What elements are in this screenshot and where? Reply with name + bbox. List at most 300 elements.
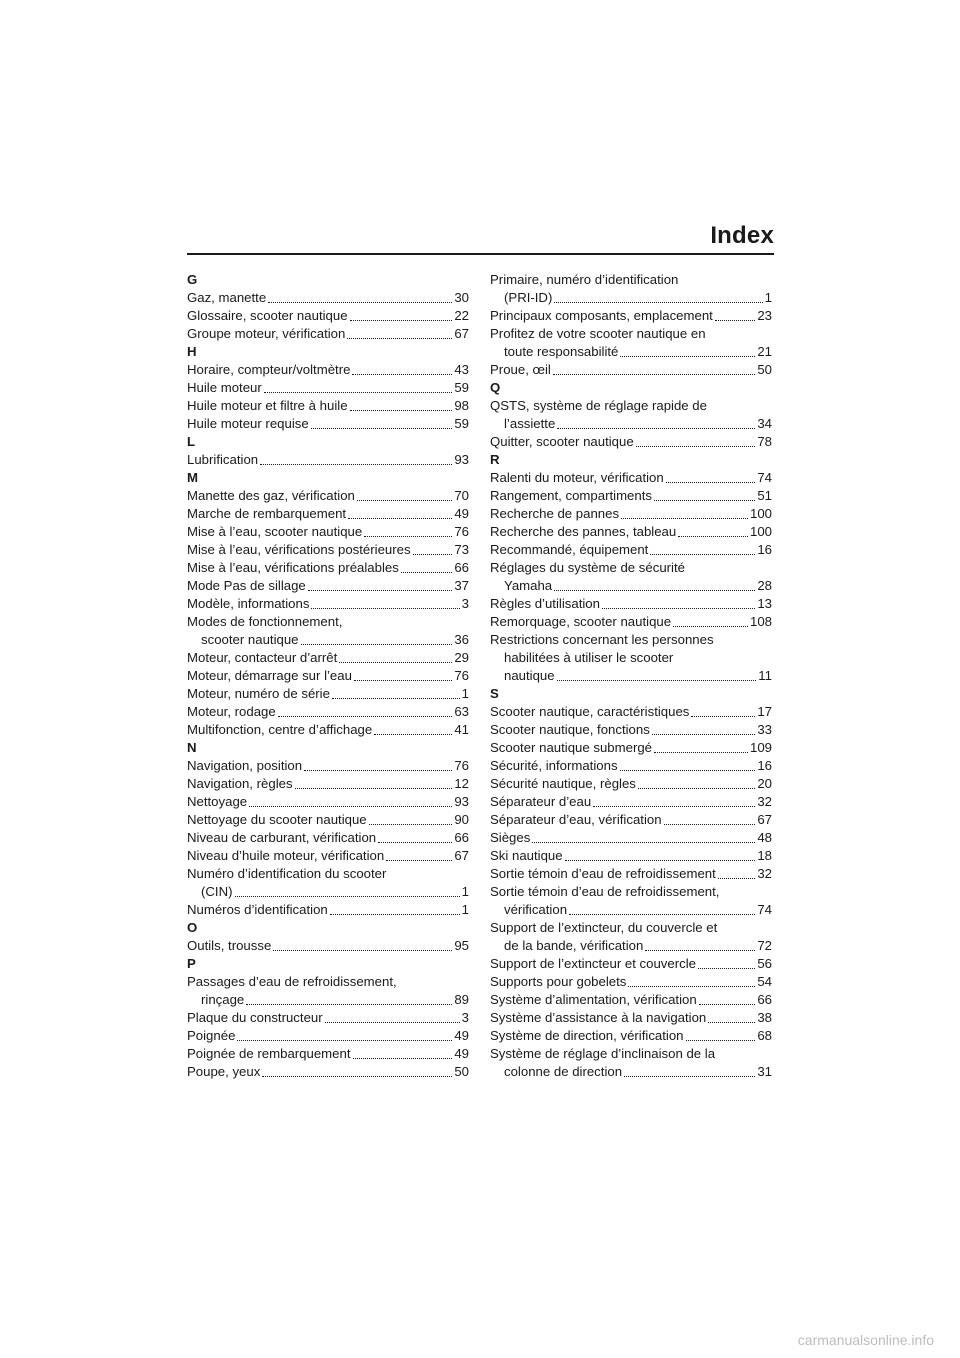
index-letter-heading: L <box>187 434 196 449</box>
index-entry-term: Niveau d’huile moteur, vérification <box>187 848 385 863</box>
index-page-number: 66 <box>454 560 469 575</box>
index-entry-term: Sécurité nautique, règles <box>490 776 636 791</box>
dot-leader <box>645 950 755 951</box>
index-page-number: 67 <box>454 848 469 863</box>
dot-leader <box>554 590 755 591</box>
dot-leader <box>698 968 755 969</box>
index-page-number: 1 <box>461 686 469 701</box>
index-page-number: 54 <box>757 974 772 989</box>
index-page-number: 43 <box>454 362 469 377</box>
index-entry-term: Huile moteur et filtre à huile <box>187 398 348 413</box>
index-page-number: 11 <box>758 668 772 683</box>
index-page-number: 20 <box>757 776 772 791</box>
index-entry <box>187 703 469 721</box>
dot-leader <box>718 878 756 879</box>
index-page-number: 90 <box>454 812 469 827</box>
index-page-number: 30 <box>454 290 469 305</box>
dot-leader <box>353 1058 453 1059</box>
dot-leader <box>650 554 755 555</box>
dot-leader <box>378 842 452 843</box>
index-entry <box>187 325 469 343</box>
dot-leader <box>348 518 452 519</box>
index-entry-term: Ski nautique <box>490 848 563 863</box>
index-entry <box>490 631 772 685</box>
dot-leader <box>602 608 755 609</box>
dot-leader <box>332 698 460 699</box>
index-entry-term: Séparateur d’eau, vérification <box>490 812 662 827</box>
index-entry-term: Glossaire, scooter nautique <box>187 308 348 323</box>
dot-leader <box>691 716 755 717</box>
index-entry <box>187 829 469 847</box>
dot-leader <box>699 1004 756 1005</box>
index-page-number: 76 <box>454 668 469 683</box>
index-entry-term: QSTS, système de réglage rapide de <box>490 398 707 413</box>
dot-leader <box>354 680 452 681</box>
index-entry <box>490 523 772 541</box>
index-entry <box>187 415 469 433</box>
index-page-number: 56 <box>757 956 772 971</box>
index-entry-term: Yamaha <box>504 578 553 593</box>
index-entry-term: Recherche de pannes <box>490 506 620 521</box>
index-entry <box>187 847 469 865</box>
index-page-number: 16 <box>757 758 772 773</box>
dot-leader <box>339 662 452 663</box>
dot-leader <box>654 500 755 501</box>
dot-leader <box>350 410 453 411</box>
index-letter-heading: O <box>187 920 198 935</box>
index-entry-term: Réglages du système de sécurité <box>490 560 685 575</box>
dot-leader <box>237 1040 452 1041</box>
header-rule <box>187 253 774 255</box>
dot-leader <box>262 1076 452 1077</box>
index-entry <box>490 307 772 325</box>
index-entry <box>187 559 469 577</box>
index-entry <box>490 973 772 991</box>
dot-leader <box>308 590 453 591</box>
index-entry-term: nautique <box>504 668 555 683</box>
index-entry <box>187 811 469 829</box>
index-entry <box>187 577 469 595</box>
index-page-number: 74 <box>757 470 772 485</box>
index-entry-term: habilitées à utiliser le scooter <box>504 650 674 665</box>
index-entry <box>490 1045 772 1081</box>
index-page-number: 21 <box>757 344 772 359</box>
index-entry <box>490 559 772 595</box>
index-entry <box>490 325 772 361</box>
index-page-number: 34 <box>757 416 772 431</box>
dot-leader <box>557 680 757 681</box>
index-letter-heading: R <box>490 452 500 467</box>
index-entry-term: Recommandé, équipement <box>490 542 649 557</box>
index-entry-term: Séparateur d’eau <box>490 794 592 809</box>
index-column-left <box>187 271 469 1081</box>
index-page-number: 3 <box>461 596 469 611</box>
dot-leader <box>235 896 460 897</box>
index-letter-heading: S <box>490 686 499 701</box>
dot-leader <box>311 608 459 609</box>
index-page-number: 48 <box>757 830 772 845</box>
index-entry-term: Support de l’extincteur et couvercle <box>490 956 696 971</box>
index-page-number: 67 <box>454 326 469 341</box>
page-header <box>187 222 774 256</box>
index-page-number: 70 <box>454 488 469 503</box>
index-entry <box>187 667 469 685</box>
dot-leader <box>401 572 452 573</box>
index-page-number: 49 <box>454 506 469 521</box>
index-entry-term: Mise à l’eau, vérifications préalables <box>187 560 399 575</box>
dot-leader <box>295 788 453 789</box>
dot-leader <box>638 788 755 789</box>
dot-leader <box>666 482 756 483</box>
index-entry <box>490 595 772 613</box>
index-page-number: 38 <box>757 1010 772 1025</box>
index-page-number: 59 <box>454 416 469 431</box>
index-entry <box>187 1045 469 1063</box>
index-entry-term: Plaque du constructeur <box>187 1010 323 1025</box>
index-entry <box>187 937 469 955</box>
index-entry-term: Moteur, contacteur d’arrêt <box>187 650 338 665</box>
dot-leader <box>357 500 452 501</box>
index-page-number: 93 <box>454 794 469 809</box>
index-entry-term: de la bande, vérification <box>504 938 644 953</box>
dot-leader <box>565 860 756 861</box>
index-entry <box>490 487 772 505</box>
dot-leader <box>686 1040 756 1041</box>
index-entry-term: Scooter nautique submergé <box>490 740 653 755</box>
dot-leader <box>249 806 452 807</box>
index-entry-term: Système d’alimentation, vérification <box>490 992 697 1007</box>
dot-leader <box>654 752 748 753</box>
dot-leader <box>369 824 453 825</box>
index-page-number: 49 <box>454 1028 469 1043</box>
index-entry <box>187 865 469 901</box>
index-entry-term: Règles d’utilisation <box>490 596 600 611</box>
dot-leader <box>678 536 748 537</box>
index-letter-heading: M <box>187 470 198 485</box>
index-entry-term: Primaire, numéro d’identification <box>490 272 679 287</box>
index-page-number: 78 <box>757 434 772 449</box>
index-page-number: 89 <box>454 992 469 1007</box>
index-entry-term: Outils, trousse <box>187 938 272 953</box>
index-entry <box>490 775 772 793</box>
index-entry-term: Proue, œil <box>490 362 551 377</box>
index-page-number: 100 <box>749 524 772 539</box>
index-entry-term: Quitter, scooter nautique <box>490 434 634 449</box>
index-entry-term: Niveau de carburant, vérification <box>187 830 377 845</box>
index-page-number: 1 <box>461 902 469 917</box>
index-entry-term: Groupe moteur, vérification <box>187 326 346 341</box>
dot-leader <box>620 356 755 357</box>
index-entry-term: Sécurité, informations <box>490 758 618 773</box>
index-entry-term: Horaire, compteur/voltmètre <box>187 362 351 377</box>
dot-leader <box>260 464 452 465</box>
index-entry-term: Système de direction, vérification <box>490 1028 684 1043</box>
dot-leader <box>374 734 452 735</box>
dot-leader <box>620 770 756 771</box>
dot-leader <box>347 338 452 339</box>
index-entry-term: Numéros d’identification <box>187 902 328 917</box>
index-entry <box>490 271 772 307</box>
index-entry <box>187 1063 469 1081</box>
index-entry <box>187 793 469 811</box>
index-page-number: 36 <box>454 632 469 647</box>
index-entry <box>490 739 772 757</box>
dot-leader <box>304 770 452 771</box>
index-page-number: 18 <box>757 848 772 863</box>
index-entry-term: Manette des gaz, vérification <box>187 488 355 503</box>
index-entry-term: (CIN) <box>201 884 233 899</box>
index-entry-term: l’assiette <box>504 416 556 431</box>
index-page-number: 32 <box>757 794 772 809</box>
index-entry <box>187 361 469 379</box>
index-page-number: 1 <box>764 290 772 305</box>
index-entry-term: Huile moteur requise <box>187 416 309 431</box>
index-entry <box>490 991 772 1009</box>
index-entry <box>187 307 469 325</box>
index-entry <box>490 703 772 721</box>
index-entry-term: Restrictions concernant les personnes <box>490 632 714 647</box>
index-entry <box>187 649 469 667</box>
index-entry-term: Scooter nautique, caractéristiques <box>490 704 690 719</box>
dot-leader <box>652 734 756 735</box>
index-entry <box>187 541 469 559</box>
index-entry <box>187 523 469 541</box>
index-entry <box>490 757 772 775</box>
index-page-number: 12 <box>454 776 469 791</box>
index-entry-term: Poignée de rembarquement <box>187 1046 351 1061</box>
index-entry-term: Remorquage, scooter nautique <box>490 614 672 629</box>
index-page-number: 98 <box>454 398 469 413</box>
index-page-number: 93 <box>454 452 469 467</box>
index-entry <box>187 487 469 505</box>
index-page-number: 17 <box>757 704 772 719</box>
index-entry <box>490 955 772 973</box>
index-page-number: 76 <box>454 524 469 539</box>
index-page-number: 73 <box>454 542 469 557</box>
index-page-number: 1 <box>461 884 469 899</box>
index-page-number: 32 <box>757 866 772 881</box>
index-entry-term: Nettoyage du scooter nautique <box>187 812 367 827</box>
index-entry <box>187 901 469 919</box>
index-entry <box>187 775 469 793</box>
index-page-number: 28 <box>757 578 772 593</box>
index-entry-term: Poignée <box>187 1028 236 1043</box>
index-entry-term: scooter nautique <box>201 632 299 647</box>
dot-leader <box>636 446 756 447</box>
index-entry-term: Profitez de votre scooter nautique en <box>490 326 706 341</box>
index-page-number: 16 <box>757 542 772 557</box>
index-entry-term: Sièges <box>490 830 531 845</box>
dot-leader <box>628 986 755 987</box>
index-entry <box>490 829 772 847</box>
index-entry-term: Recherche des pannes, tableau <box>490 524 677 539</box>
index-entry <box>490 919 772 955</box>
index-entry <box>490 883 772 919</box>
index-entry <box>187 397 469 415</box>
dot-leader <box>264 392 453 393</box>
dot-leader <box>593 806 755 807</box>
index-entry <box>490 793 772 811</box>
index-page-number: 41 <box>454 722 469 737</box>
index-entry-term: Nettoyage <box>187 794 248 809</box>
index-page-number: 59 <box>454 380 469 395</box>
index-entry <box>187 505 469 523</box>
index-letter-heading: Q <box>490 380 501 395</box>
index-entry-term: Multifonction, centre d’affichage <box>187 722 373 737</box>
index-entry-term: toute responsabilité <box>504 344 619 359</box>
index-entry <box>490 613 772 631</box>
index-entry-term: Lubrification <box>187 452 259 467</box>
page-title: Index <box>710 222 774 249</box>
index-letter-heading: G <box>187 272 198 287</box>
index-entry-term: (PRI-ID) <box>504 290 553 305</box>
index-entry-term: Mise à l’eau, vérifications postérieures <box>187 542 411 557</box>
watermark: carmanualsonline.info <box>797 1332 934 1348</box>
index-entry <box>490 361 772 379</box>
dot-leader <box>330 914 460 915</box>
index-entry-term: Mode Pas de sillage <box>187 578 306 593</box>
index-page-number: 13 <box>757 596 772 611</box>
dot-leader <box>325 1022 460 1023</box>
index-page-number: 66 <box>757 992 772 1007</box>
index-entry-term: Modes de fonctionnement, <box>187 614 343 629</box>
index-entry-term: Moteur, rodage <box>187 704 276 719</box>
index-entry-term: vérification <box>504 902 568 917</box>
index-entry <box>490 397 772 433</box>
dot-leader <box>554 302 762 303</box>
index-entry <box>187 1009 469 1027</box>
index-page-number: 23 <box>757 308 772 323</box>
index-entry <box>490 541 772 559</box>
index-page-number: 22 <box>454 308 469 323</box>
index-column-right <box>490 271 772 1081</box>
index-entry <box>490 1027 772 1045</box>
dot-leader <box>301 644 453 645</box>
index-entry-term: Mise à l’eau, scooter nautique <box>187 524 363 539</box>
index-entry <box>187 613 469 649</box>
index-entry-term: Système d’assistance à la navigation <box>490 1010 707 1025</box>
index-page-number: 67 <box>757 812 772 827</box>
index-entry <box>187 721 469 739</box>
index-letter-heading: P <box>187 956 196 971</box>
index-entry-term: Modèle, informations <box>187 596 310 611</box>
index-page-number: 33 <box>757 722 772 737</box>
index-entry-term: Navigation, position <box>187 758 303 773</box>
index-entry-term: Rangement, compartiments <box>490 488 652 503</box>
index-entry <box>187 289 469 307</box>
index-entry <box>187 757 469 775</box>
index-page-number: 37 <box>454 578 469 593</box>
dot-leader <box>386 860 452 861</box>
index-page-number: 95 <box>454 938 469 953</box>
index-page-number: 3 <box>461 1010 469 1025</box>
dot-leader <box>624 1076 755 1077</box>
index-entry <box>490 847 772 865</box>
dot-leader <box>621 518 748 519</box>
dot-leader <box>715 320 755 321</box>
index-entry <box>187 595 469 613</box>
index-entry <box>490 1009 772 1027</box>
index-entry-term: Scooter nautique, fonctions <box>490 722 650 737</box>
dot-leader <box>352 374 452 375</box>
dot-leader <box>664 824 756 825</box>
index-page-number: 29 <box>454 650 469 665</box>
index-entry-term: Navigation, règles <box>187 776 293 791</box>
index-entry <box>187 685 469 703</box>
index-entry <box>187 973 469 1009</box>
index-page-number: 66 <box>454 830 469 845</box>
index-entry <box>490 721 772 739</box>
index-entry <box>490 865 772 883</box>
index-entry-term: Ralenti du moteur, vérification <box>490 470 664 485</box>
dot-leader <box>246 1004 452 1005</box>
index-entry-term: Gaz, manette <box>187 290 267 305</box>
index-entry <box>490 811 772 829</box>
index-entry <box>490 505 772 523</box>
index-letter-heading: H <box>187 344 197 359</box>
index-page-number: 72 <box>757 938 772 953</box>
dot-leader <box>268 302 452 303</box>
index-entry <box>490 469 772 487</box>
index-page-number: 31 <box>757 1064 772 1079</box>
index-entry-term: Sortie témoin d’eau de refroidissement, <box>490 884 720 899</box>
index-page-number: 50 <box>454 1064 469 1079</box>
index-page-number: 68 <box>757 1028 772 1043</box>
index-letter-heading: N <box>187 740 197 755</box>
index-entry-term: Support de l’extincteur, du couvercle et <box>490 920 718 935</box>
dot-leader <box>273 950 452 951</box>
dot-leader <box>673 626 748 627</box>
dot-leader <box>413 554 453 555</box>
index-page-number: 108 <box>749 614 772 629</box>
index-entry <box>187 379 469 397</box>
index-entry-term: Sortie témoin d’eau de refroidissement <box>490 866 716 881</box>
index-entry <box>490 433 772 451</box>
index-entry-term: Huile moteur <box>187 380 262 395</box>
index-page-number: 63 <box>454 704 469 719</box>
index-page-number: 50 <box>757 362 772 377</box>
dot-leader <box>569 914 755 915</box>
index-entry-term: Numéro d’identification du scooter <box>187 866 387 881</box>
dot-leader <box>350 320 453 321</box>
dot-leader <box>532 842 755 843</box>
index-entry-term: Marche de rembarquement <box>187 506 347 521</box>
index-entry-term: Supports pour gobelets <box>490 974 627 989</box>
index-page-number: 76 <box>454 758 469 773</box>
dot-leader <box>553 374 756 375</box>
dot-leader <box>708 1022 755 1023</box>
dot-leader <box>557 428 755 429</box>
index-page-number: 49 <box>454 1046 469 1061</box>
index-entry-term: Moteur, démarrage sur l’eau <box>187 668 352 683</box>
index-page-number: 74 <box>757 902 772 917</box>
index-entry-term: Poupe, yeux <box>187 1064 261 1079</box>
index-page-number: 109 <box>749 740 772 755</box>
dot-leader <box>278 716 453 717</box>
index-entry <box>187 1027 469 1045</box>
index-entry-term: Passages d’eau de refroidissement, <box>187 974 397 989</box>
index-entry-term: colonne de direction <box>504 1064 623 1079</box>
index-entry-term: rinçage <box>201 992 245 1007</box>
index-entry-term: Moteur, numéro de série <box>187 686 330 701</box>
index-entry-term: Système de réglage d’inclinaison de la <box>490 1046 716 1061</box>
index-entry <box>187 451 469 469</box>
index-page-number: 100 <box>749 506 772 521</box>
dot-leader <box>311 428 453 429</box>
index-entry-term: Principaux composants, emplacement <box>490 308 713 323</box>
dot-leader <box>364 536 452 537</box>
index-page-number: 51 <box>757 488 772 503</box>
